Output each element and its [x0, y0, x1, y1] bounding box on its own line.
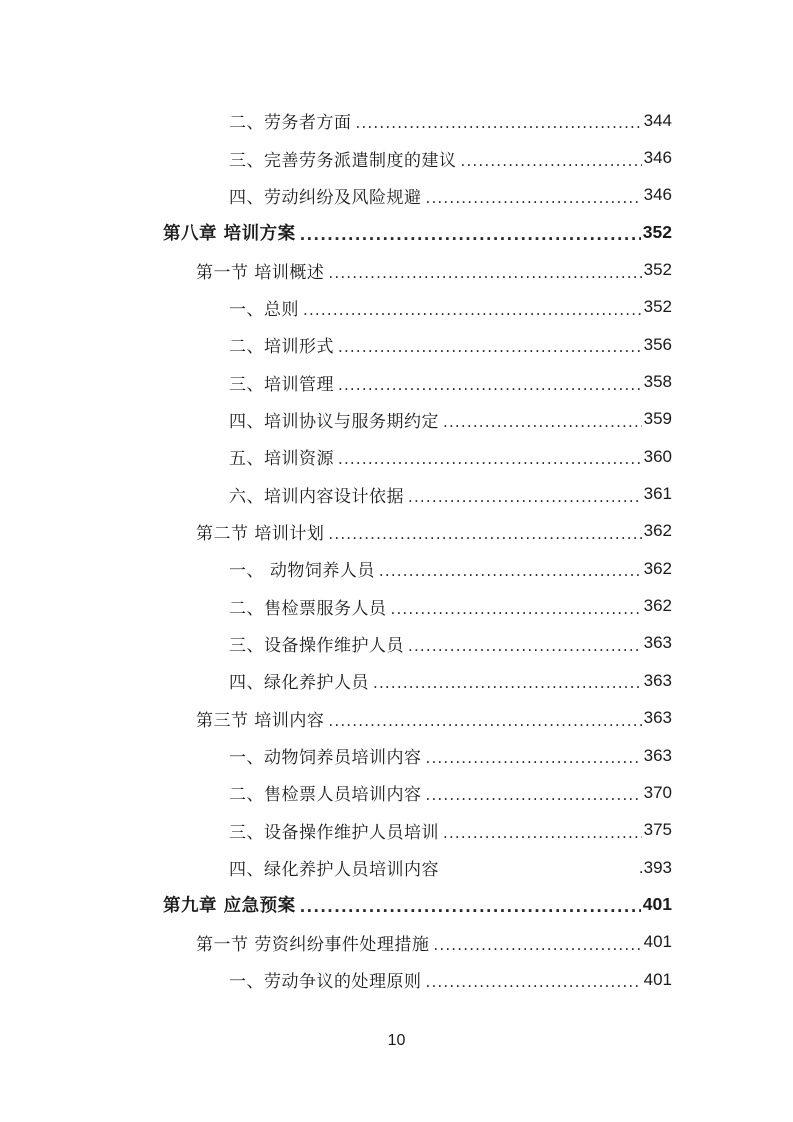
toc-entry-page: 370	[643, 782, 672, 802]
toc-leader-dots	[328, 714, 641, 729]
toc-leader-dots	[300, 228, 641, 243]
toc-leader-dots	[338, 340, 642, 355]
toc-leader-dots	[303, 303, 642, 318]
toc-entry-label: 第九章 应急预案	[163, 896, 296, 917]
toc-entry-label: 第一节 培训概述	[196, 262, 325, 283]
toc-entry-page: 362	[643, 521, 672, 541]
toc-entry[interactable]	[0, 289, 672, 326]
toc-entry-label: 五、培训资源	[229, 449, 334, 470]
toc-entry-page: 352	[643, 260, 672, 280]
toc-entry[interactable]	[0, 812, 672, 849]
toc-entry-page: 346	[643, 148, 672, 168]
toc-section-entry[interactable]	[0, 251, 672, 288]
toc-leader-dots	[443, 415, 642, 430]
toc-leader-dots	[356, 116, 642, 131]
toc-entry-label: 二、售检票服务人员	[229, 598, 387, 619]
toc-entry-page: 361	[643, 484, 672, 504]
toc-entry-page: 359	[643, 409, 672, 429]
toc-entry-label: 第一节 劳资纠纷事件处理措施	[196, 934, 430, 955]
toc-entry-page: 360	[643, 446, 672, 466]
toc-entry-label: 六、培训内容设计依据	[229, 486, 404, 507]
toc-leader-dots	[338, 452, 642, 467]
toc-leader-dots	[300, 900, 641, 915]
toc-leader-dots	[461, 154, 642, 169]
page-number: 10	[387, 1032, 406, 1049]
toc-leader-dots	[373, 676, 642, 691]
toc-leader-dots	[408, 490, 642, 505]
toc-leader-dots	[408, 639, 642, 654]
toc-entry-page: 362	[643, 596, 672, 616]
toc-entry[interactable]	[0, 139, 672, 176]
toc-entry-page: 363	[643, 708, 672, 728]
toc-entry-label: 三、设备操作维护人员培训	[229, 822, 439, 843]
toc-entry-page: .393	[638, 857, 672, 877]
toc-entry-page: 363	[643, 633, 672, 653]
toc-entry[interactable]	[0, 326, 672, 363]
toc-leader-dots	[379, 564, 642, 579]
toc-leader-dots	[391, 602, 642, 617]
toc-entry-page: 362	[643, 558, 672, 578]
toc-leader-dots	[328, 527, 641, 542]
toc-entry-label: 二、售检票人员培训内容	[229, 785, 422, 806]
toc-entry[interactable]	[0, 737, 672, 774]
toc-entry-label: 四、绿化养护人员	[229, 673, 369, 694]
toc-entry[interactable]	[0, 475, 672, 512]
toc-entry[interactable]	[0, 849, 672, 886]
toc-leader-dots	[426, 191, 642, 206]
toc-entry-label: 二、培训形式	[229, 337, 334, 358]
toc-entry-label: 四、培训协议与服务期约定	[229, 411, 439, 432]
toc-section-entry[interactable]	[0, 513, 672, 550]
toc-entry-page: 363	[643, 670, 672, 690]
toc-entry[interactable]	[0, 401, 672, 438]
toc-entry[interactable]	[0, 625, 672, 662]
toc-entry-label: 一、劳动争议的处理原则	[229, 972, 422, 993]
toc-entry-page: 401	[643, 969, 672, 989]
toc-leader-dots	[426, 788, 642, 803]
toc-entry-page: 346	[643, 185, 672, 205]
toc-entry-page: 375	[643, 820, 672, 840]
toc-entry-label: 二、劳务者方面	[229, 113, 352, 134]
toc-entry-page: 401	[642, 894, 672, 915]
toc-chapter-entry[interactable]	[0, 214, 672, 251]
toc-leader-dots	[426, 751, 642, 766]
table-of-contents	[0, 102, 793, 998]
toc-entry-label: 第二节 培训计划	[196, 523, 325, 544]
toc-entry-label: 第三节 培训内容	[196, 710, 325, 731]
toc-entry-page: 352	[643, 297, 672, 317]
toc-leader-dots	[328, 266, 641, 281]
toc-entry-label: 四、绿化养护人员培训内容	[229, 860, 439, 881]
toc-entry-page: 401	[643, 932, 672, 952]
toc-section-entry[interactable]	[0, 700, 672, 737]
toc-entry-page: 356	[643, 334, 672, 354]
toc-entry-label: 一、 动物饲养人员	[229, 561, 375, 582]
toc-entry-label: 一、总则	[229, 299, 299, 320]
toc-entry[interactable]	[0, 961, 672, 998]
toc-entry-page: 363	[643, 745, 672, 765]
toc-entry-label: 三、设备操作维护人员	[229, 635, 404, 656]
toc-entry-label: 四、劳动纠纷及风险规避	[229, 187, 422, 208]
toc-entry-page: 358	[643, 372, 672, 392]
toc-entry-label: 三、培训管理	[229, 374, 334, 395]
toc-leader-dots	[433, 938, 641, 953]
toc-entry-label: 第八章 培训方案	[163, 224, 296, 245]
toc-entry-page: 344	[643, 110, 672, 130]
toc-entry-label: 三、完善劳务派遣制度的建议	[229, 150, 457, 171]
toc-entry[interactable]	[0, 662, 672, 699]
toc-chapter-entry[interactable]	[0, 886, 672, 923]
toc-entry[interactable]	[0, 550, 672, 587]
toc-entry[interactable]	[0, 438, 672, 475]
toc-entry-label: 一、动物饲养员培训内容	[229, 748, 422, 769]
toc-leader-dots	[443, 826, 642, 841]
toc-entry[interactable]	[0, 363, 672, 400]
toc-entry[interactable]	[0, 587, 672, 624]
toc-leader-dots	[338, 378, 642, 393]
toc-entry[interactable]	[0, 102, 672, 139]
toc-leader-dots	[426, 975, 642, 990]
toc-section-entry[interactable]	[0, 924, 672, 961]
toc-entry-page: 352	[642, 222, 672, 243]
toc-entry[interactable]	[0, 774, 672, 811]
toc-entry[interactable]	[0, 177, 672, 214]
